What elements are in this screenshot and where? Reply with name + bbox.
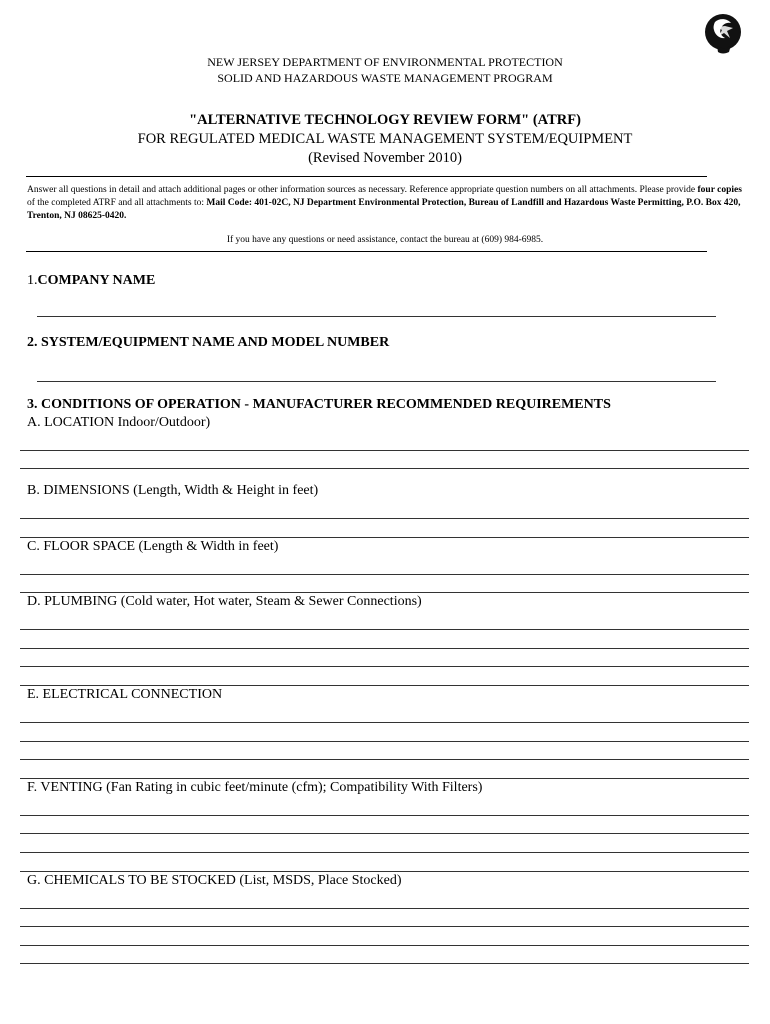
floor-space-field[interactable] <box>20 592 749 593</box>
instructions-divider <box>26 251 707 252</box>
form-title: "ALTERNATIVE TECHNOLOGY REVIEW FORM" (ATRF) <box>189 112 581 128</box>
dimensions-label: B. DIMENSIONS (Length, Width & Height in feet) <box>27 483 319 498</box>
location-label: A. LOCATION Indoor/Outdoor) <box>27 415 211 430</box>
electrical-field[interactable] <box>20 741 749 742</box>
instructions-part2: of the completed ATRF and all attachments to: <box>27 198 207 208</box>
section-conditions: 3. CONDITIONS OF OPERATION - MANUFACTURER RECOMMENDED REQUIREMENTS <box>27 397 611 412</box>
venting-field[interactable] <box>20 852 749 853</box>
section-label: COMPANY NAME <box>37 273 156 288</box>
form-revised: (Revised November 2010) <box>308 150 462 166</box>
venting-field[interactable] <box>20 815 749 816</box>
section-company-name <box>27 273 155 289</box>
instructions-mailing-address: Mail Code: 401-02C, NJ Department Environmental Protection, Bureau of Landfill and Hazardous Waste Permitting, P.O. Box 420, Trenton, NJ 08625-0420. <box>27 198 741 221</box>
floor-space-field[interactable] <box>20 574 749 575</box>
form-subtitle: FOR REGULATED MEDICAL WASTE MANAGEMENT SYSTEM/EQUIPMENT <box>137 131 633 147</box>
location-field[interactable] <box>20 450 749 451</box>
section-system-equipment: 2. SYSTEM/EQUIPMENT NAME AND MODEL NUMBER <box>27 335 390 350</box>
nj-dep-seal-icon <box>703 12 743 56</box>
plumbing-field[interactable] <box>20 666 749 667</box>
instructions-copies: four copies <box>697 185 742 195</box>
electrical-field[interactable] <box>20 722 749 723</box>
chemicals-field[interactable] <box>20 926 749 927</box>
chemicals-field[interactable] <box>20 908 749 909</box>
plumbing-label: D. PLUMBING (Cold water, Hot water, Steam & Sewer Connections) <box>27 594 422 609</box>
agency-name: NEW JERSEY DEPARTMENT OF ENVIRONMENTAL PROTECTION <box>207 55 563 69</box>
venting-field[interactable] <box>20 871 749 872</box>
chemicals-field[interactable] <box>20 963 749 964</box>
location-field[interactable] <box>20 468 749 469</box>
chemicals-label: G. CHEMICALS TO BE STOCKED (List, MSDS, Place Stocked) <box>27 873 402 888</box>
contact-line: If you have any questions or need assistance, contact the bureau at (609) 984-6985. <box>226 235 544 245</box>
electrical-label: E. ELECTRICAL CONNECTION <box>27 687 223 702</box>
plumbing-field[interactable] <box>20 685 749 686</box>
electrical-field[interactable] <box>20 778 749 779</box>
company-name-field[interactable] <box>37 316 716 317</box>
instructions-part1: Answer all questions in detail and attach additional pages or other information sources as necessary. Reference appropriate question numbers on all attachments. Please provide <box>27 185 698 195</box>
header-divider <box>26 176 707 177</box>
plumbing-field[interactable] <box>20 648 749 649</box>
electrical-field[interactable] <box>20 759 749 760</box>
instructions-text <box>27 184 743 223</box>
venting-field[interactable] <box>20 833 749 834</box>
floor-space-label: C. FLOOR SPACE (Length & Width in feet) <box>27 539 279 554</box>
system-equipment-field[interactable] <box>37 381 716 382</box>
chemicals-field[interactable] <box>20 945 749 946</box>
dimensions-field[interactable] <box>20 537 749 538</box>
plumbing-field[interactable] <box>20 629 749 630</box>
dimensions-field[interactable] <box>20 518 749 519</box>
venting-label: F. VENTING (Fan Rating in cubic feet/minute (cfm); Compatibility With Filters) <box>27 780 483 795</box>
section-number: 1. <box>27 273 38 288</box>
program-name: SOLID AND HAZARDOUS WASTE MANAGEMENT PROGRAM <box>217 71 553 85</box>
